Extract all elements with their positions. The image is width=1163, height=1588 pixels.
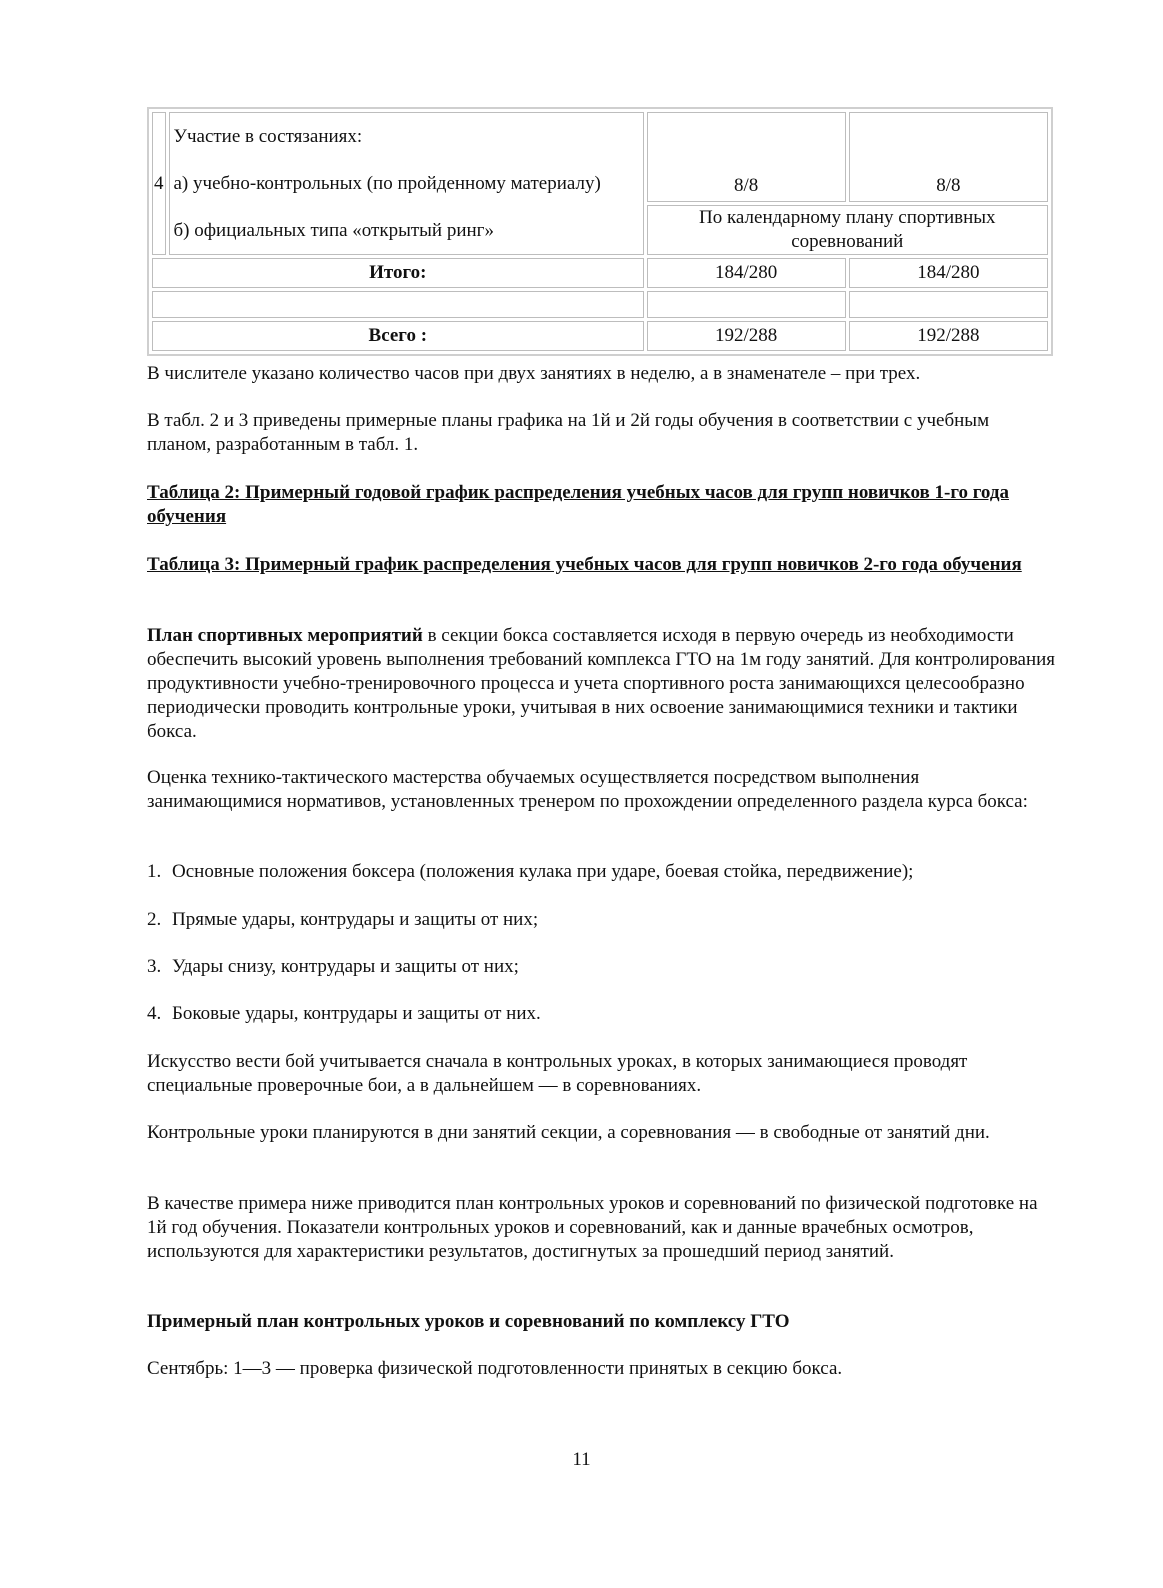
note-paragraph: В числителе указано количество часов при двух занятиях в неделю, а в знаменателе – при трех. bbox=[147, 363, 921, 384]
plan-rest: в секции бокса составляется исходя в первую очередь из необходимости обеспечить высокий уровень выполнения требований комплекса ГТО на 1м году занятий. Для контролирования продуктивности учебно-тренировочного процесса и учета спортивного роста занимающихся целесообразно периодически проводить контрольные уроки, учитывая в них освоение занимающимися техники и тактики бокса. bbox=[147, 625, 1056, 742]
list-item bbox=[147, 908, 1057, 932]
item-a-col2: 8/8 bbox=[849, 112, 1048, 202]
hours-table bbox=[147, 107, 1053, 356]
item-a-label: а) учебно-контрольных (по пройденному материалу) bbox=[173, 173, 601, 194]
list-item bbox=[147, 955, 1057, 979]
row-number: 4 bbox=[152, 112, 166, 255]
table-row bbox=[152, 291, 1048, 318]
participation-cell bbox=[169, 112, 644, 255]
list-number: 2. bbox=[147, 909, 162, 930]
list-text: Боковые удары, контрудары и защиты от них. bbox=[172, 1003, 541, 1024]
example-paragraph: В качестве примера ниже приводится план контрольных уроков и соревнований по физической подготовке на 1й год обучения. Показатели контрольных уроков и соревнований, как и данные врачебных осмотров, используются для характеристики результатов, достигнутых за прошедший период занятий. bbox=[147, 1193, 1038, 1262]
empty-cell bbox=[647, 291, 846, 318]
total-col2: 184/280 bbox=[849, 258, 1048, 288]
art-paragraph: Искусство вести бой учитывается сначала в контрольных уроках, в которых занимающиеся проводят специальные проверочные бои, а в дальнейшем — в соревнованиях. bbox=[147, 1051, 968, 1096]
empty-cell bbox=[152, 291, 644, 318]
table3-heading: Таблица 3: Примерный график распределения учебных часов для групп новичков 2-го года обучения bbox=[147, 554, 1022, 575]
gto-heading: Примерный план контрольных уроков и соревнований по комплексу ГТО bbox=[147, 1311, 790, 1332]
item-b-label: б) официальных типа «открытый ринг» bbox=[173, 220, 494, 241]
list-number: 1. bbox=[147, 861, 162, 882]
total-label: Итого: bbox=[152, 258, 644, 288]
total-col1: 184/280 bbox=[647, 258, 846, 288]
table2-heading: Таблица 2: Примерный годовой график распределения учебных часов для групп новичков 1-го года обучения bbox=[147, 482, 1009, 527]
tables-intro-paragraph: В табл. 2 и 3 приведены примерные планы графика на 1й и 2й годы обучения в соответствии с учебным планом, разработанным в табл. 1. bbox=[147, 410, 990, 455]
september-paragraph: Сентябрь: 1—3 — проверка физической подготовленности принятых в секцию бокса. bbox=[147, 1358, 843, 1379]
participation-title: Участие в состязаниях: bbox=[173, 126, 363, 147]
grand-total-col2: 192/288 bbox=[849, 321, 1048, 351]
list-item bbox=[147, 860, 1057, 884]
grand-total-col1: 192/288 bbox=[647, 321, 846, 351]
assessment-paragraph: Оценка технико-тактического мастерства обучаемых осуществляется посредством выполнения занимающимися нормативов, установленных тренером по прохождении определенного раздела курса бокса: bbox=[147, 767, 1028, 812]
item-a-col1: 8/8 bbox=[647, 112, 846, 202]
plan-paragraph bbox=[147, 624, 1057, 744]
list-number: 4. bbox=[147, 1003, 162, 1024]
grand-total-label: Всего : bbox=[152, 321, 644, 351]
table-row bbox=[152, 112, 1048, 202]
empty-cell bbox=[849, 291, 1048, 318]
list-text: Основные положения боксера (положения кулака при ударе, боевая стойка, передвижение); bbox=[172, 861, 914, 882]
list-text: Удары снизу, контрудары и защиты от них; bbox=[172, 956, 519, 977]
plan-bold: План спортивных мероприятий bbox=[147, 625, 423, 646]
table-row bbox=[152, 258, 1048, 288]
list-text: Прямые удары, контрудары и защиты от них; bbox=[172, 909, 539, 930]
table-row bbox=[152, 321, 1048, 351]
item-b-merged: По календарному плану спортивных соревнований bbox=[647, 205, 1048, 255]
list-item bbox=[147, 1002, 1057, 1026]
page-number: 11 bbox=[572, 1449, 591, 1470]
list-number: 3. bbox=[147, 956, 162, 977]
control-lessons-paragraph: Контрольные уроки планируются в дни занятий секции, а соревнования — в свободные от занятий дни. bbox=[147, 1122, 990, 1143]
